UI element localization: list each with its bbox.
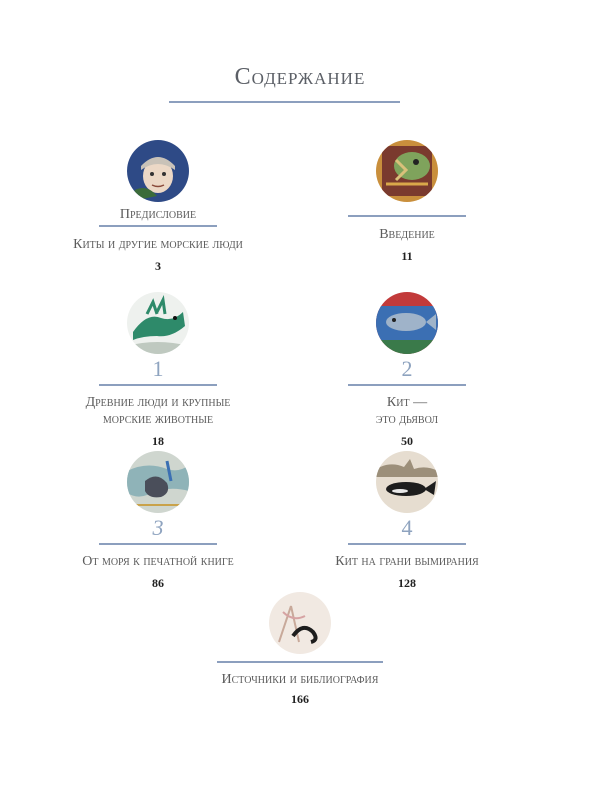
- fish-manuscript-image: [376, 140, 438, 202]
- blue-whale-image: [376, 292, 438, 354]
- title-underline: [169, 101, 400, 103]
- chapter-2-rule: [348, 384, 466, 386]
- chapter-1-page-number: 18: [152, 433, 164, 448]
- toc-entry-chapter-2[interactable]: [277, 292, 537, 449]
- chapter-3-number: 3: [152, 515, 164, 540]
- whale-map-image: [127, 451, 189, 513]
- toc-entry-introduction[interactable]: [277, 140, 537, 264]
- chapter-4-number: 4: [401, 515, 413, 540]
- chapter-1-number: 1: [152, 356, 164, 381]
- ink-drawing-image: [269, 592, 331, 654]
- chapter-2-title: Кит —: [386, 394, 428, 410]
- black-whale-image: [376, 451, 438, 513]
- toc-entry-chapter-3[interactable]: [28, 451, 288, 591]
- chapter-1-title: Древние люди и крупные: [85, 394, 231, 410]
- toc-entry-sources[interactable]: [150, 592, 450, 707]
- chapter-1-rule: [99, 384, 217, 386]
- chapter-4-page-number: 128: [398, 575, 416, 590]
- toc-entry-preface[interactable]: [28, 140, 288, 274]
- introduction-rule: [348, 215, 466, 217]
- chapter-1-subtitle: морские животные: [102, 411, 214, 427]
- chapter-3-rule: [99, 543, 217, 545]
- sources-page-number: 166: [291, 691, 309, 706]
- preface-rule: [99, 225, 217, 227]
- preface-subtitle: Киты и другие морские люди: [73, 236, 243, 252]
- chapter-4-title: Кит на грани вымирания: [335, 553, 479, 569]
- introduction-title: Введение: [379, 226, 435, 242]
- sources-title: Источники и библиография: [221, 671, 379, 687]
- preface-title: Предисловие: [119, 207, 197, 222]
- preface-page-number: 3: [155, 258, 161, 273]
- toc-entry-chapter-1[interactable]: [28, 292, 288, 449]
- chapter-2-subtitle: это дьявол: [375, 411, 439, 427]
- monk-face-image: [127, 140, 189, 202]
- page-title: Содержание: [234, 64, 366, 90]
- chapter-2-page-number: 50: [401, 433, 413, 448]
- sources-rule: [217, 661, 383, 663]
- toc-entry-chapter-4[interactable]: [277, 451, 537, 591]
- sea-monster-image: [127, 292, 189, 354]
- introduction-page-number: 11: [401, 248, 413, 263]
- chapter-3-title: От моря к печатной книге: [82, 553, 234, 569]
- chapter-2-number: 2: [401, 356, 413, 381]
- chapter-4-rule: [348, 543, 466, 545]
- chapter-3-page-number: 86: [152, 575, 164, 590]
